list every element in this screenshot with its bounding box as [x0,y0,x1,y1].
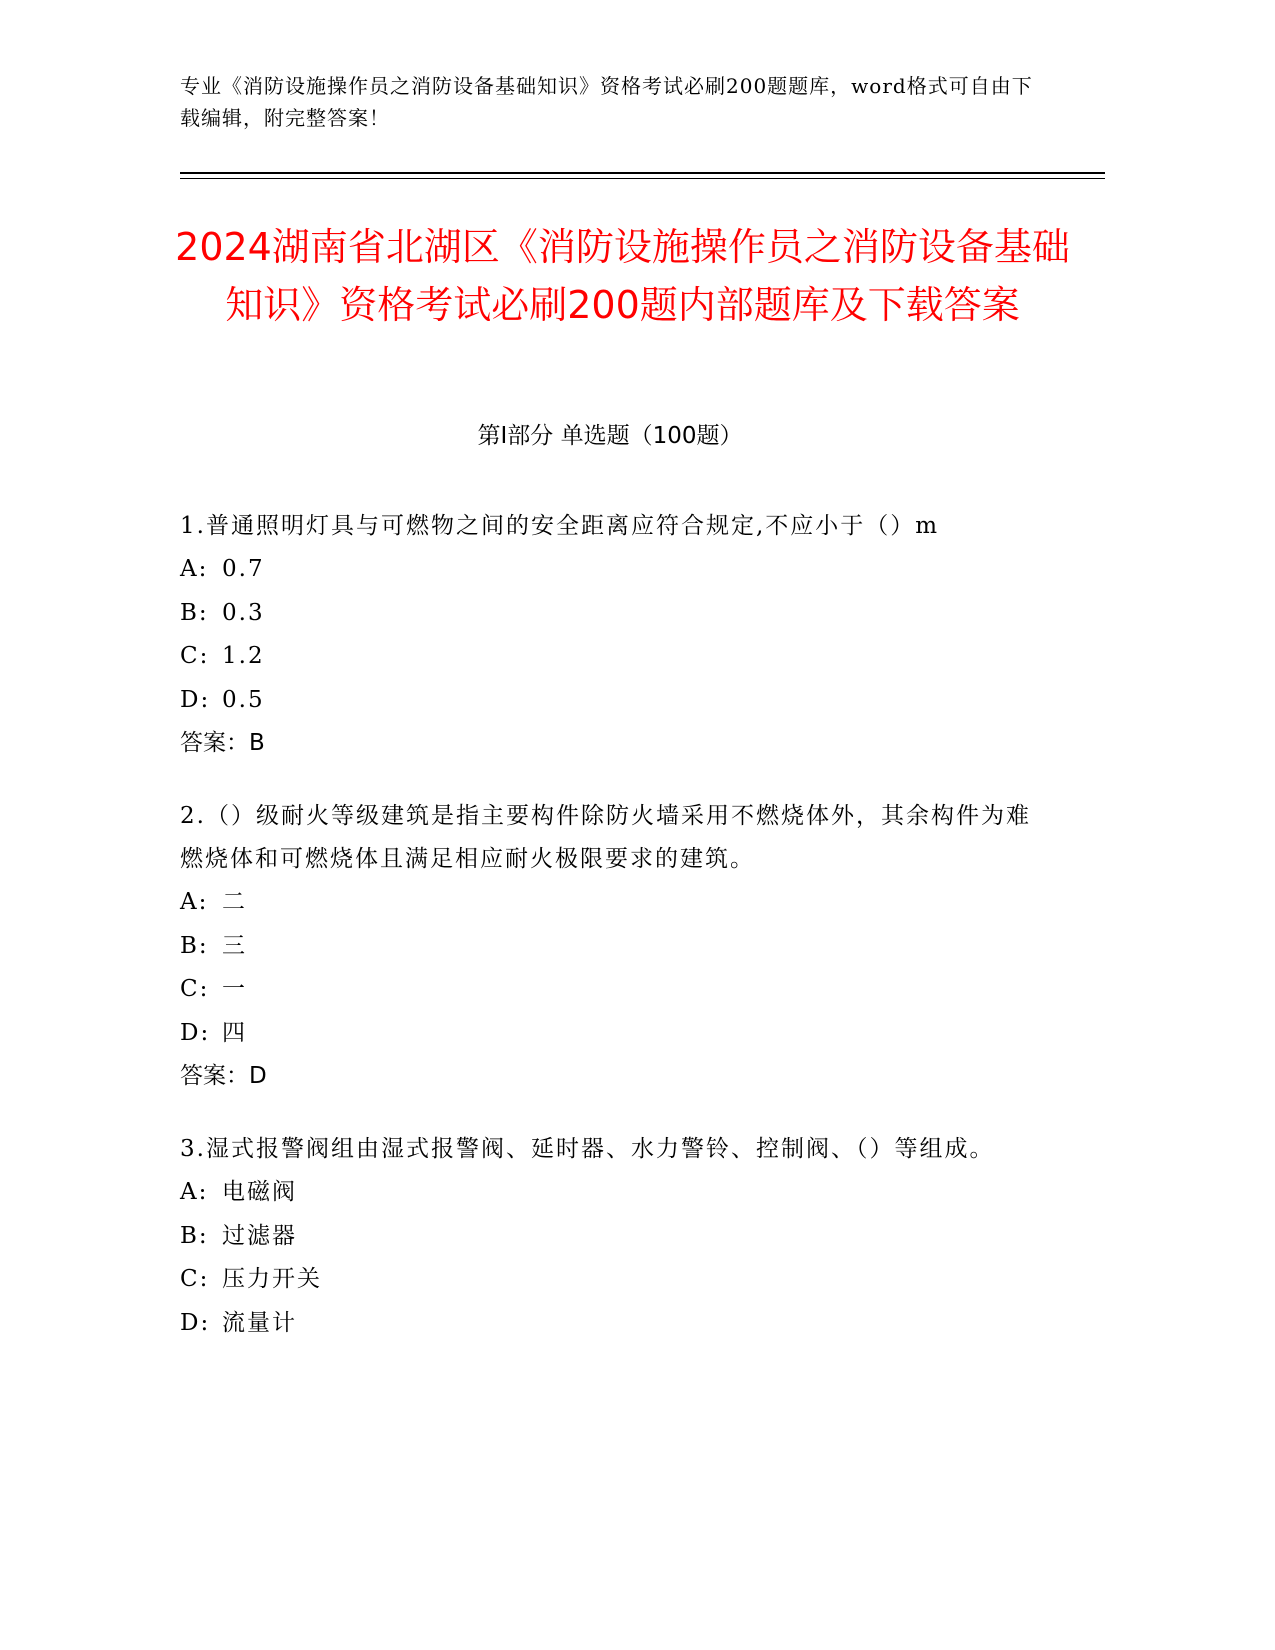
option-b [180,1215,1040,1259]
answer: 答案：D [180,1063,267,1089]
option-letter: B: [180,599,209,626]
option-letter: C: [180,976,210,1002]
option-d [180,679,1040,723]
option-text: 二 [222,889,247,915]
option-a [180,548,1040,592]
option-letter: A: [180,556,209,582]
option-letter: D: [180,1309,211,1336]
option-text: 0.3 [222,599,265,626]
option-text: 流量计 [222,1309,297,1336]
option-letter: C: [180,1266,210,1292]
question-list [180,505,1040,1375]
option-letter: A: [180,889,209,915]
option-letter: B: [180,932,209,959]
option-text: 一 [222,976,247,1002]
header-divider-thin [180,178,1105,179]
option-letter: A: [180,1179,209,1205]
question-1 [180,505,1040,765]
question-stem: 1.普通照明灯具与可燃物之间的安全距离应符合规定,不应小于（）m [180,513,940,539]
option-letter: B: [180,1222,209,1249]
option-d [180,1012,1040,1056]
question-3 [180,1128,1040,1345]
option-text: 0.7 [222,556,265,582]
answer: 答案：B [180,730,265,756]
option-b [180,925,1040,969]
option-text: 三 [222,932,247,959]
option-c [180,968,1040,1012]
option-c [180,1258,1040,1302]
option-letter: D: [180,1019,211,1046]
option-a [180,1171,1040,1215]
option-c [180,635,1040,679]
question-2 [180,795,1040,1098]
option-text: 1.2 [222,643,265,669]
option-b [180,592,1040,636]
option-text: 电磁阀 [222,1179,297,1205]
question-stem: 3.湿式报警阀组由湿式报警阀、延时器、水力警铃、控制阀、（）等组成。 [180,1136,995,1162]
header-divider-thick [180,172,1105,174]
option-text: 0.5 [222,686,265,713]
option-a [180,881,1040,925]
option-letter: D: [180,686,211,713]
option-text: 压力开关 [222,1266,322,1292]
option-letter: C: [180,643,210,669]
option-text: 过滤器 [222,1222,297,1249]
header-note: 专业《消防设施操作员之消防设备基础知识》资格考试必刷200题题库，word格式可自由下载编辑，附完整答案！ [180,74,1033,130]
section-title: 第Ⅰ部分 单选题（100题） [477,423,743,449]
question-stem: 2.（）级耐火等级建筑是指主要构件除防火墙采用不燃烧体外，其余构件为难燃烧体和可燃烧体且满足相应耐火极限要求的建筑。 [180,803,1031,872]
option-d [180,1302,1040,1346]
document-title: 2024湖南省北湖区《消防设施操作员之消防设备基础知识》资格考试必刷200题内部题库及下载答案 [175,225,1070,327]
option-text: 四 [222,1019,247,1046]
